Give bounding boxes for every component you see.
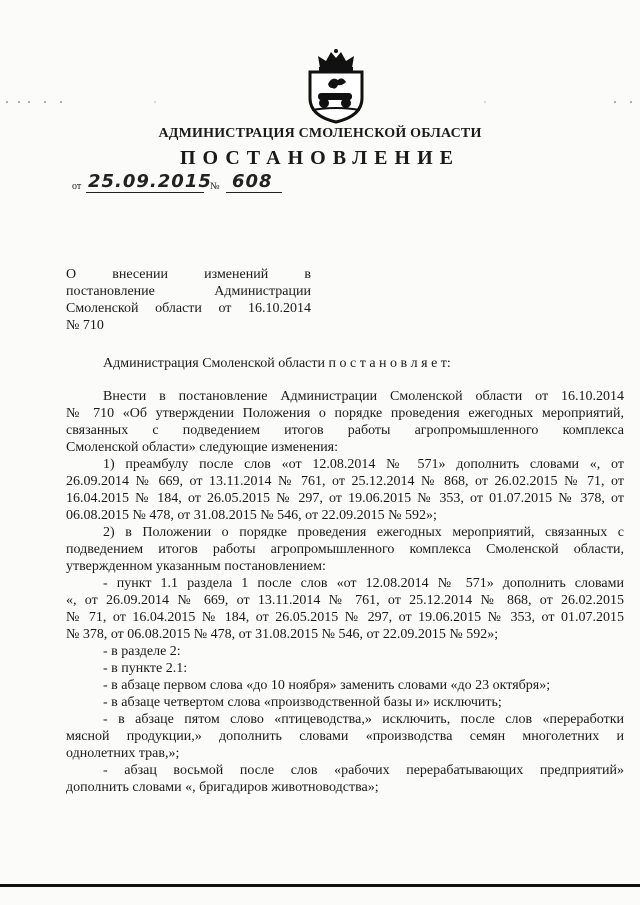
handwritten-number: 608 — [232, 171, 273, 192]
body-line: «, от 26.09.2014 № 669, от 13.11.2014 № 761, от 25.12.2014 № 868, от 26.02.2015 — [66, 593, 624, 608]
subject-line: О внесении изменений в — [66, 267, 311, 282]
body-line: связанных с подведением итогов работы агропромышленного комплекса — [66, 423, 624, 438]
body-line: - пункт 1.1 раздела 1 после слов «от 12.08.2014 № 571» дополнить словами — [103, 576, 624, 591]
body-line: утвержденном указанным постановлением: — [66, 559, 326, 574]
subject-line: Смоленской области от 16.10.2014 — [66, 301, 311, 316]
body-line: дополнить словами «, бригадиров животноводства»; — [66, 780, 379, 795]
document-body — [66, 388, 624, 796]
number-underline — [226, 192, 282, 193]
subject-line: № 710 — [66, 318, 104, 333]
number-prefix: № — [210, 181, 220, 192]
subject-line: постановление Администрации — [66, 284, 311, 299]
scan-artifact-dots — [5, 101, 635, 103]
body-line: № 71, от 16.04.2015 № 184, от 26.05.2015 № 297, от 19.06.2015 № 353, от 01.07.2015 — [66, 610, 624, 625]
body-line: Внести в постановление Администрации Смоленской области от 16.10.2014 — [103, 389, 624, 404]
scan-bottom-edge — [0, 884, 640, 887]
body-line: - абзац восьмой после слов «рабочих перерабатывающих предприятий» — [103, 763, 624, 778]
body-line: - в абзаце четвертом слова «производственной базы и» исключить; — [103, 695, 502, 710]
body-line: № 378, от 06.08.2015 № 478, от 31.08.2015 № 546, от 22.09.2015 № 592»; — [66, 627, 499, 642]
document-type-title: ПОСТАНОВЛЕНИЕ — [180, 147, 460, 169]
date-number-row — [72, 171, 292, 199]
body-line: 06.08.2015 № 478, от 31.08.2015 № 546, от 22.09.2015 № 592»; — [66, 508, 437, 523]
handwritten-date: 25.09.2015 — [88, 171, 212, 192]
body-line: № 710 «Об утверждении Положения о порядке проведения ежегодных мероприятий, — [66, 406, 624, 421]
body-line: - в пункте 2.1: — [103, 661, 188, 676]
body-line: 16.04.2015 № 184, от 26.05.2015 № 297, от 19.06.2015 № 353, от 01.07.2015 № 378, от — [66, 491, 624, 506]
body-line: однолетних трав,»; — [66, 746, 180, 761]
smolensk-coat-of-arms-emblem — [302, 48, 370, 124]
body-line: - в разделе 2: — [103, 644, 181, 659]
body-line: 2) в Положении о порядке проведения ежегодных мероприятий, связанных с — [103, 525, 624, 540]
organization-name: АДМИНИСТРАЦИЯ СМОЛЕНСКОЙ ОБЛАСТИ — [158, 126, 482, 141]
document-subject — [66, 266, 311, 334]
body-line: подведением итогов работы агропромышленного комплекса Смоленской области, — [66, 542, 624, 557]
body-line: мясной продукции,» дополнить словами «производства семян многолетних и — [66, 729, 624, 744]
body-line: - в абзаце пятом слово «птицеводства,» исключить, после слов «переработки — [103, 712, 624, 727]
preamble: Администрация Смоленской области п о с т а н о в л я е т: — [103, 356, 451, 371]
date-prefix: от — [72, 181, 82, 192]
date-underline — [86, 192, 204, 193]
body-line: Смоленской области» следующие изменения: — [66, 440, 339, 455]
body-line: - в абзаце первом слова «до 10 ноября» заменить словами «до 23 октября»; — [103, 678, 551, 693]
body-line: 1) преамбулу после слов «от 12.08.2014 № 571» дополнить словами «, от — [103, 457, 624, 472]
body-line: 26.09.2014 № 669, от 13.11.2014 № 761, от 25.12.2014 № 868, от 26.02.2015 № 71, от — [66, 474, 624, 489]
